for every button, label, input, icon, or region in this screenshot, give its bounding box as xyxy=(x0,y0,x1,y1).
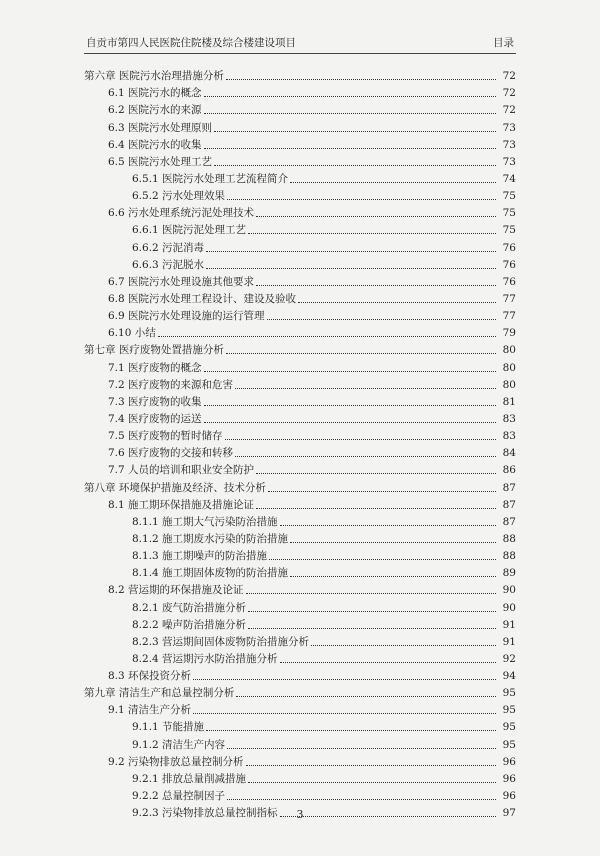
toc-entry[interactable] xyxy=(84,186,516,203)
toc-entry[interactable] xyxy=(84,649,516,666)
toc-entry-page: 90 xyxy=(502,584,516,597)
toc-leader-dots xyxy=(248,233,496,234)
toc-entry-page: 96 xyxy=(502,790,516,803)
toc-entry-label: 7.5 医疗废物的暂时储存 xyxy=(108,430,223,443)
toc-entry-page: 72 xyxy=(502,70,516,83)
toc-entry-label: 8.2.4 营运期污水防治措施分析 xyxy=(132,652,278,665)
toc-entry-page: 97 xyxy=(502,807,516,820)
toc-entry[interactable] xyxy=(84,580,516,597)
toc-leader-dots xyxy=(290,182,496,183)
toc-leader-dots xyxy=(280,662,496,663)
toc-entry-label: 8.2.3 营运期间固体废物防治措施分析 xyxy=(132,635,310,648)
toc-entry-label: 7.7 人员的培训和职业安全防护 xyxy=(108,464,255,477)
toc-leader-dots xyxy=(256,285,496,286)
toc-entry-label: 6.6.3 污泥脱水 xyxy=(132,258,205,271)
toc-leader-dots xyxy=(227,799,496,800)
toc-leader-dots xyxy=(246,593,496,594)
toc-entry-label: 7.4 医疗废物的运送 xyxy=(108,412,202,425)
toc-entry-page: 96 xyxy=(502,755,516,768)
toc-entry[interactable] xyxy=(84,392,516,409)
toc-entry[interactable] xyxy=(84,306,516,323)
header-project-title: 自贡市第四人民医院住院楼及综合楼建设项目 xyxy=(86,37,296,49)
toc-entry[interactable] xyxy=(84,357,516,374)
toc-entry-label: 8.1.4 施工期固体废物的防治措施 xyxy=(132,567,289,580)
toc-leader-dots xyxy=(227,748,496,749)
toc-entry-page: 90 xyxy=(502,601,516,614)
toc-entry-label: 8.2.1 废气防治措施分析 xyxy=(132,601,247,614)
toc-entry-page: 77 xyxy=(502,310,516,323)
toc-entry-page: 80 xyxy=(502,344,516,357)
toc-entry-page: 76 xyxy=(502,241,516,254)
toc-entry[interactable] xyxy=(84,426,516,443)
toc-entry-page: 87 xyxy=(502,498,516,511)
toc-entry-label: 6.4 医院污水的收集 xyxy=(108,138,202,151)
toc-entry[interactable] xyxy=(84,734,516,751)
toc-entry-page: 88 xyxy=(502,532,516,545)
toc-entry-page: 83 xyxy=(502,412,516,425)
toc-leader-dots xyxy=(226,79,496,80)
toc-entry-label: 6.6.1 医院污泥处理工艺 xyxy=(132,224,247,237)
toc-leader-dots xyxy=(204,148,496,149)
toc-entry[interactable] xyxy=(84,615,516,632)
toc-entry[interactable] xyxy=(84,529,516,546)
toc-entry[interactable] xyxy=(84,495,516,512)
toc-entry-label: 第九章 清洁生产和总量控制分析 xyxy=(84,687,235,700)
toc-entry-page: 75 xyxy=(502,224,516,237)
toc-entry-page: 87 xyxy=(502,515,516,528)
toc-leader-dots xyxy=(206,730,496,731)
toc-leader-dots xyxy=(248,782,496,783)
toc-leader-dots xyxy=(256,473,496,474)
toc-entry[interactable] xyxy=(84,100,516,117)
toc-entry[interactable] xyxy=(84,546,516,563)
toc-entry-page: 86 xyxy=(502,464,516,477)
toc-leader-dots xyxy=(204,113,496,114)
toc-leader-dots xyxy=(280,525,496,526)
table-of-contents xyxy=(84,66,516,820)
toc-entry-page: 73 xyxy=(502,138,516,151)
toc-entry-label: 9.1.1 节能措施 xyxy=(132,721,205,734)
toc-entry[interactable] xyxy=(84,632,516,649)
toc-entry-page: 89 xyxy=(502,567,516,580)
toc-entry-page: 80 xyxy=(502,361,516,374)
toc-entry-label: 8.2.2 噪声防治措施分析 xyxy=(132,618,247,631)
toc-entry-label: 9.2 污染物排放总量控制分析 xyxy=(108,755,244,768)
toc-entry-label: 8.1.2 施工期废水污染的防治措施 xyxy=(132,532,289,545)
toc-entry-label: 6.7 医院污水处理设施其他要求 xyxy=(108,275,255,288)
toc-leader-dots xyxy=(267,319,496,320)
toc-entry-page: 77 xyxy=(502,292,516,305)
toc-entry-page: 75 xyxy=(502,190,516,203)
toc-entry-label: 6.5.2 污水处理效果 xyxy=(132,190,226,203)
toc-entry-page: 91 xyxy=(502,635,516,648)
toc-entry-page: 92 xyxy=(502,652,516,665)
toc-leader-dots xyxy=(256,216,496,217)
toc-leader-dots xyxy=(235,388,496,389)
page-header xyxy=(84,36,516,54)
toc-leader-dots xyxy=(204,422,496,423)
toc-entry-label: 8.1 施工期环保措施及措施论证 xyxy=(108,498,255,511)
toc-entry[interactable] xyxy=(84,563,516,580)
toc-leader-dots xyxy=(269,559,496,560)
toc-entry-label: 6.2 医院污水的来源 xyxy=(108,104,202,117)
toc-entry-page: 75 xyxy=(502,207,516,220)
toc-leader-dots xyxy=(193,679,496,680)
toc-entry-page: 76 xyxy=(502,258,516,271)
toc-entry-page: 88 xyxy=(502,550,516,563)
toc-entry-label: 6.9 医院污水处理设施的运行管理 xyxy=(108,310,265,323)
toc-entry[interactable] xyxy=(84,340,516,357)
toc-leader-dots xyxy=(248,628,496,629)
toc-entry-label: 第八章 环境保护措施及经济、技术分析 xyxy=(84,481,266,494)
toc-entry-label: 8.1.1 施工期大气污染防治措施 xyxy=(132,515,278,528)
toc-entry-label: 6.3 医院污水处理原则 xyxy=(108,121,213,134)
toc-entry-label: 7.3 医疗废物的收集 xyxy=(108,395,202,408)
toc-entry-label: 9.1 清洁生产分析 xyxy=(108,704,192,717)
toc-entry-label: 6.1 医院污水的概念 xyxy=(108,87,202,100)
toc-entry-label: 6.8 医院污水处理工程设计、建设及验收 xyxy=(108,292,297,305)
toc-entry-label: 8.2 营运期的环保措施及论证 xyxy=(108,584,244,597)
toc-entry[interactable] xyxy=(84,409,516,426)
toc-entry[interactable] xyxy=(84,289,516,306)
toc-entry[interactable] xyxy=(84,597,516,614)
toc-entry[interactable] xyxy=(84,237,516,254)
toc-entry-page: 81 xyxy=(502,395,516,408)
toc-entry-label: 第六章 医院污水治理措施分析 xyxy=(84,70,224,83)
toc-entry-label: 9.2.1 排放总量削减措施 xyxy=(132,772,247,785)
toc-entry[interactable] xyxy=(84,66,516,83)
toc-entry[interactable] xyxy=(84,83,516,100)
toc-entry[interactable] xyxy=(84,272,516,289)
toc-leader-dots xyxy=(290,542,496,543)
toc-entry-page: 72 xyxy=(502,87,516,100)
toc-entry-page: 94 xyxy=(502,670,516,683)
toc-leader-dots xyxy=(206,251,496,252)
toc-entry-page: 74 xyxy=(502,172,516,185)
toc-entry[interactable] xyxy=(84,786,516,803)
toc-entry-page: 95 xyxy=(502,704,516,717)
toc-entry-label: 8.3 环保投资分析 xyxy=(108,670,192,683)
toc-entry[interactable] xyxy=(84,512,516,529)
toc-leader-dots xyxy=(214,131,496,132)
toc-entry-page: 95 xyxy=(502,738,516,751)
toc-entry-page: 83 xyxy=(502,430,516,443)
toc-entry-page: 96 xyxy=(502,772,516,785)
toc-entry-page: 95 xyxy=(502,687,516,700)
toc-entry-label: 7.2 医疗废物的来源和危害 xyxy=(108,378,234,391)
toc-entry[interactable] xyxy=(84,717,516,734)
toc-leader-dots xyxy=(214,165,496,166)
toc-entry[interactable] xyxy=(84,477,516,494)
toc-entry-label: 9.2.2 总量控制因子 xyxy=(132,790,226,803)
toc-leader-dots xyxy=(311,645,496,646)
toc-entry-page: 72 xyxy=(502,104,516,117)
toc-entry-label: 6.5 医院污水处理工艺 xyxy=(108,155,213,168)
toc-leader-dots xyxy=(206,268,496,269)
toc-leader-dots xyxy=(298,302,496,303)
toc-leader-dots xyxy=(193,713,496,714)
toc-entry-label: 6.10 小结 xyxy=(108,327,156,340)
toc-leader-dots xyxy=(204,96,496,97)
toc-leader-dots xyxy=(256,508,496,509)
toc-leader-dots xyxy=(158,336,496,337)
toc-entry[interactable] xyxy=(84,683,516,700)
toc-entry-page: 80 xyxy=(502,378,516,391)
toc-leader-dots xyxy=(268,491,496,492)
toc-leader-dots xyxy=(227,199,496,200)
toc-entry-page: 79 xyxy=(502,327,516,340)
toc-entry-page: 73 xyxy=(502,155,516,168)
toc-entry-page: 73 xyxy=(502,121,516,134)
toc-leader-dots xyxy=(204,405,496,406)
toc-entry[interactable] xyxy=(84,203,516,220)
toc-entry-label: 8.1.3 施工期噪声的防治措施 xyxy=(132,550,268,563)
toc-entry-page: 91 xyxy=(502,618,516,631)
toc-entry[interactable] xyxy=(84,375,516,392)
toc-entry-label: 第七章 医疗废物处置措施分析 xyxy=(84,344,224,357)
toc-leader-dots xyxy=(246,765,496,766)
toc-entry-label: 7.1 医疗废物的概念 xyxy=(108,361,202,374)
toc-entry-label: 7.6 医疗废物的交接和转移 xyxy=(108,447,234,460)
toc-entry[interactable] xyxy=(84,117,516,134)
toc-entry[interactable] xyxy=(84,135,516,152)
toc-leader-dots xyxy=(290,576,496,577)
toc-leader-dots xyxy=(226,353,496,354)
header-section-title: 目录 xyxy=(493,37,514,49)
page-number: 3 xyxy=(296,808,304,821)
toc-entry-page: 95 xyxy=(502,721,516,734)
toc-entry[interactable] xyxy=(84,752,516,769)
toc-leader-dots xyxy=(248,611,496,612)
toc-entry-label: 6.6.2 污泥消毒 xyxy=(132,241,205,254)
toc-entry-label: 9.2.3 污染物排放总量控制指标 xyxy=(132,807,278,820)
toc-entry[interactable] xyxy=(84,169,516,186)
toc-entry[interactable] xyxy=(84,443,516,460)
toc-entry[interactable] xyxy=(84,666,516,683)
toc-entry-label: 9.1.2 清洁生产内容 xyxy=(132,738,226,751)
toc-leader-dots xyxy=(204,371,496,372)
toc-entry[interactable] xyxy=(84,220,516,237)
toc-entry[interactable] xyxy=(84,255,516,272)
toc-entry[interactable] xyxy=(84,700,516,717)
toc-entry[interactable] xyxy=(84,152,516,169)
toc-entry[interactable] xyxy=(84,460,516,477)
toc-leader-dots xyxy=(236,696,496,697)
toc-entry-label: 6.5.1 医院污水处理工艺流程简介 xyxy=(132,172,289,185)
toc-entry-page: 84 xyxy=(502,447,516,460)
toc-entry[interactable] xyxy=(84,769,516,786)
toc-leader-dots xyxy=(235,456,496,457)
toc-entry-label: 6.6 污水处理系统污泥处理技术 xyxy=(108,207,255,220)
toc-entry[interactable] xyxy=(84,323,516,340)
toc-entry-page: 87 xyxy=(502,481,516,494)
toc-leader-dots xyxy=(225,439,496,440)
toc-entry-page: 76 xyxy=(502,275,516,288)
